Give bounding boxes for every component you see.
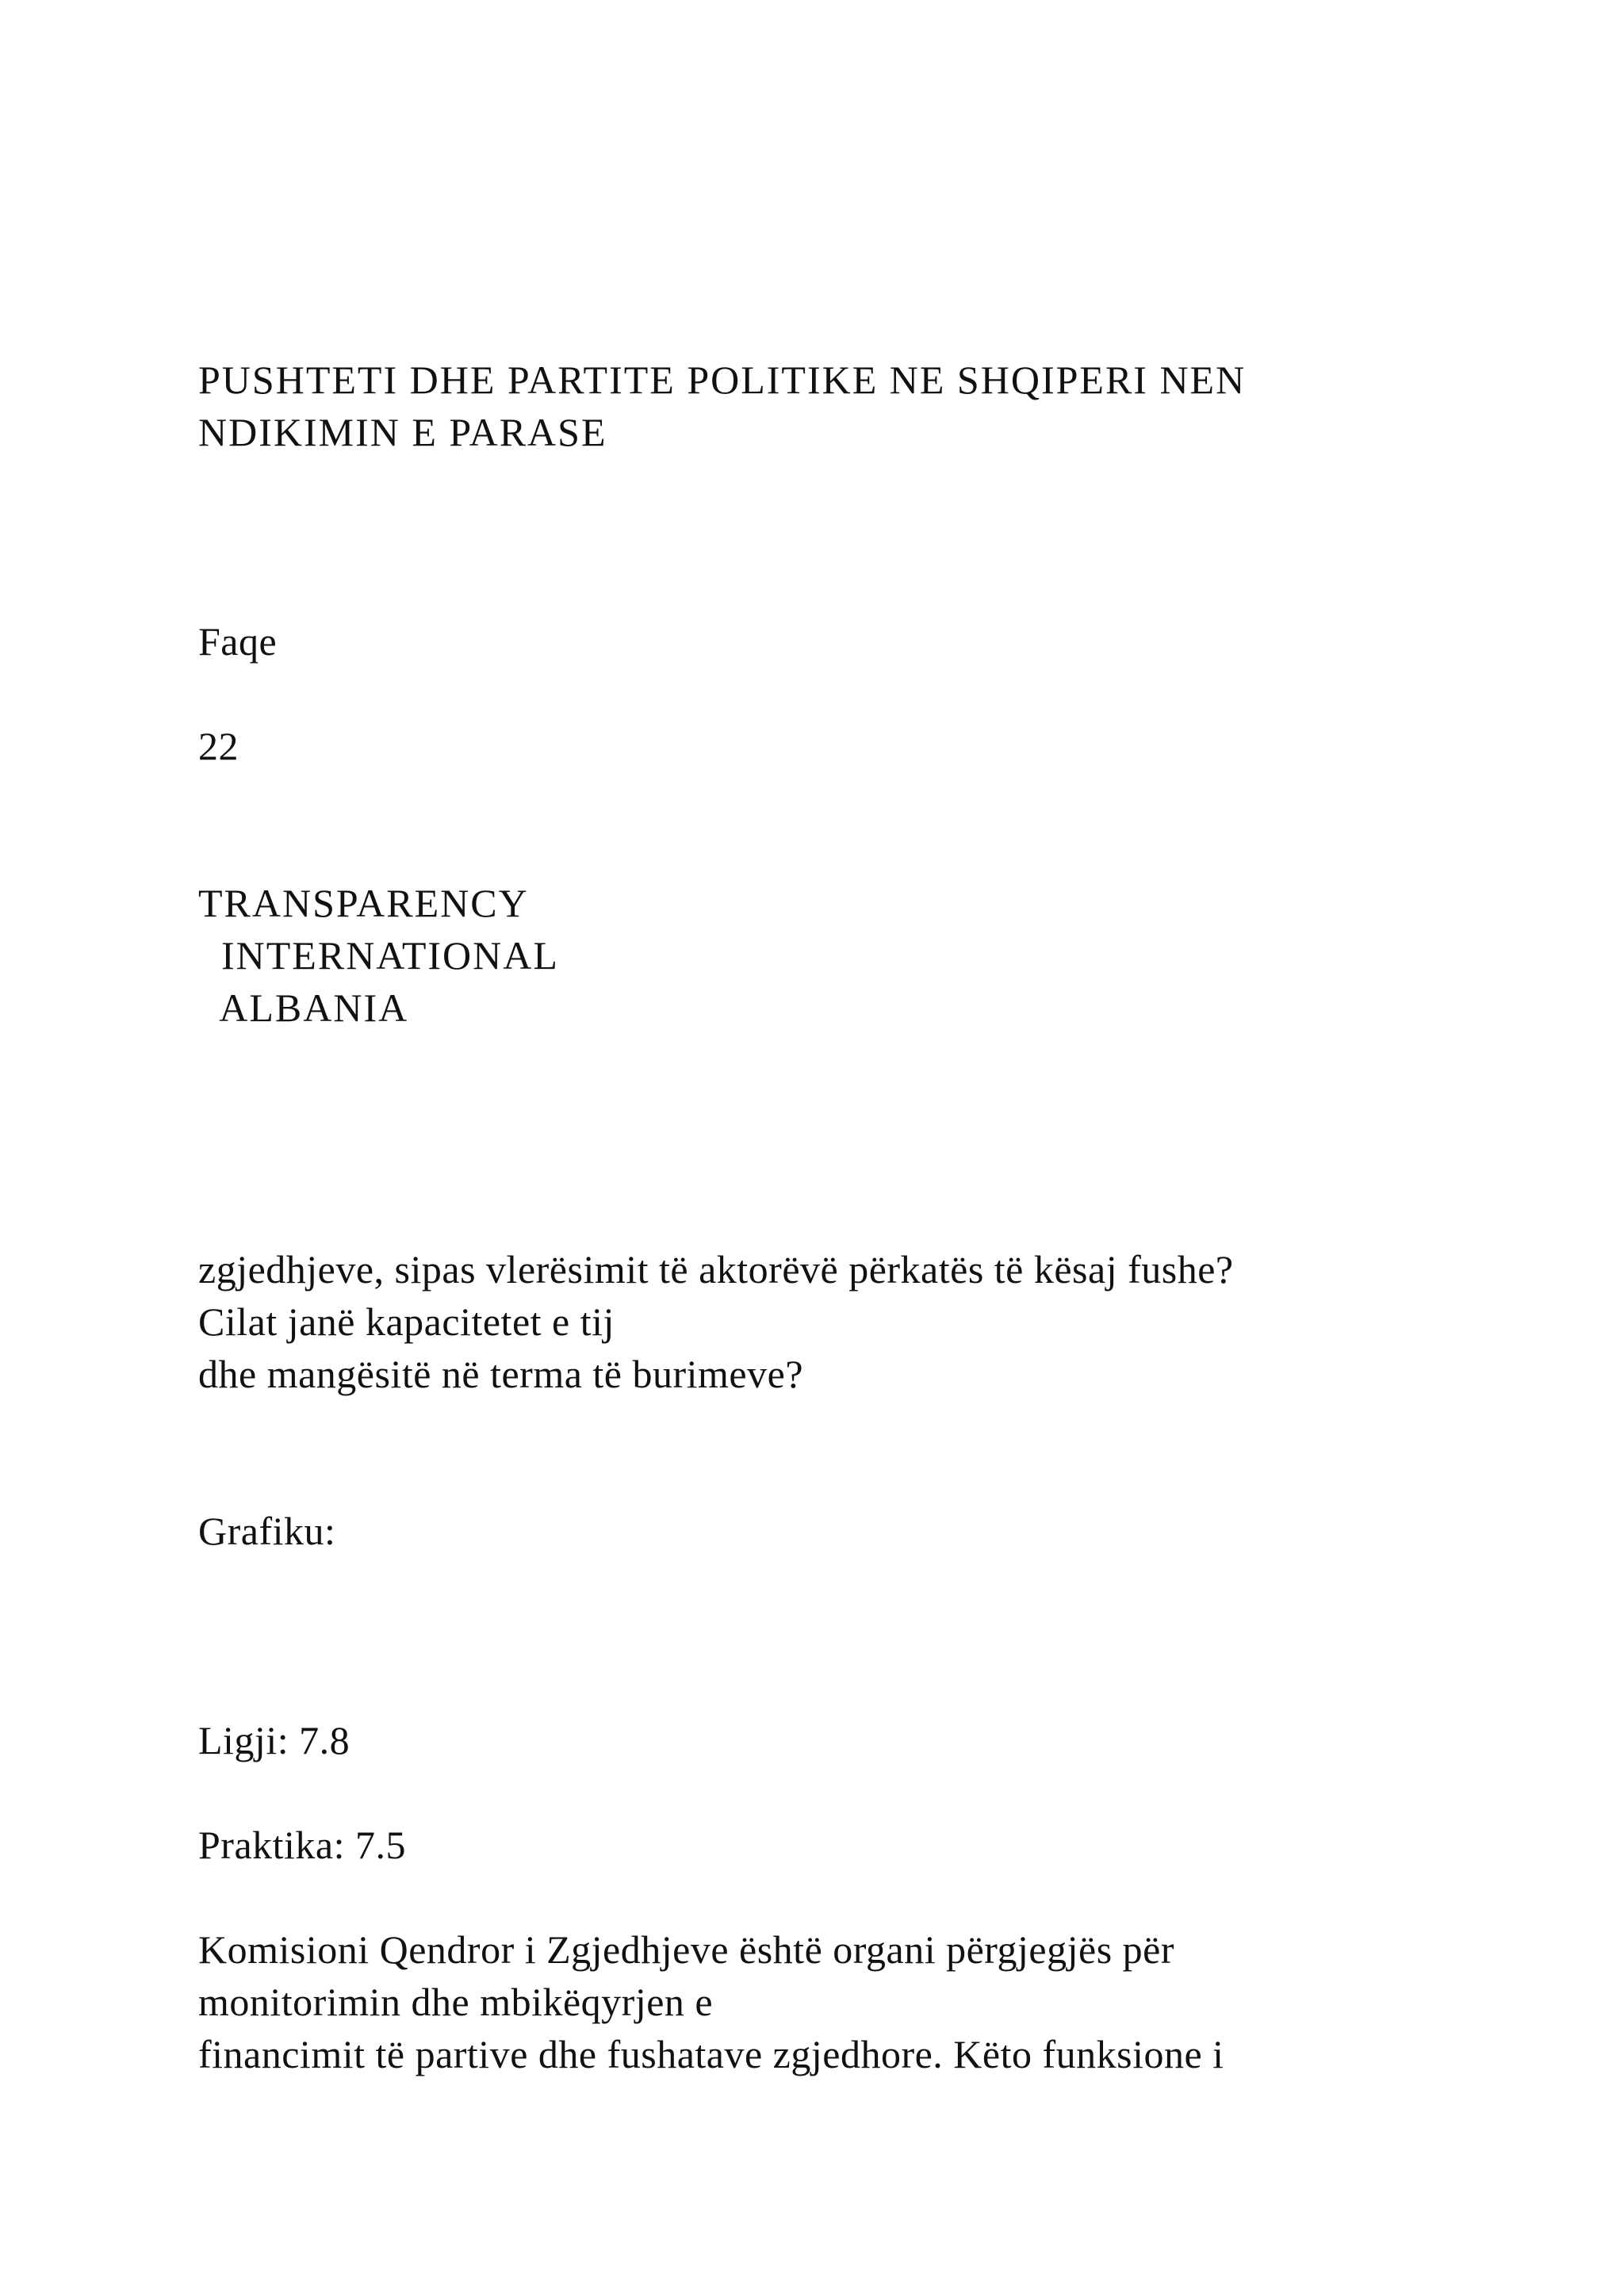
paragraph-1-line-3: dhe mangësitë në terma të burimeve? [198, 1352, 804, 1396]
page-number: 22 [198, 724, 239, 768]
paragraph-1-line-2: Cilat janë kapacitetet e tij [198, 1299, 615, 1344]
paragraph-2-line-1: Komisioni Qendror i Zgjedhjeve është organi përgjegjës për [198, 1927, 1175, 1972]
paragraph-2-line-2: monitorimin dhe mbikëqyrjen e [198, 1980, 714, 2024]
paragraph-1-line-1: zgjedhjeve, sipas vlerësimit të aktorëvë përkatës të kësaj fushe? [198, 1247, 1234, 1292]
organization-line-1: TRANSPARENCY [198, 881, 529, 925]
law-score: Ligji: 7.8 [198, 1718, 350, 1762]
page-label: Faqe [198, 619, 278, 664]
document-title-line-1: PUSHTETI DHE PARTITE POLITIKE NE SHQIPERI NEN [198, 358, 1247, 402]
document-title-line-2: NDIKIMIN E PARASE [198, 410, 607, 454]
organization-line-3: ALBANIA [198, 985, 409, 1030]
paragraph-2-line-3: financimit të partive dhe fushatave zgjedhore. Këto funksione i [198, 2032, 1224, 2076]
organization-line-2: INTERNATIONAL [198, 933, 559, 978]
practice-score: Praktika: 7.5 [198, 1823, 407, 1867]
chart-label: Grafiku: [198, 1509, 336, 1553]
